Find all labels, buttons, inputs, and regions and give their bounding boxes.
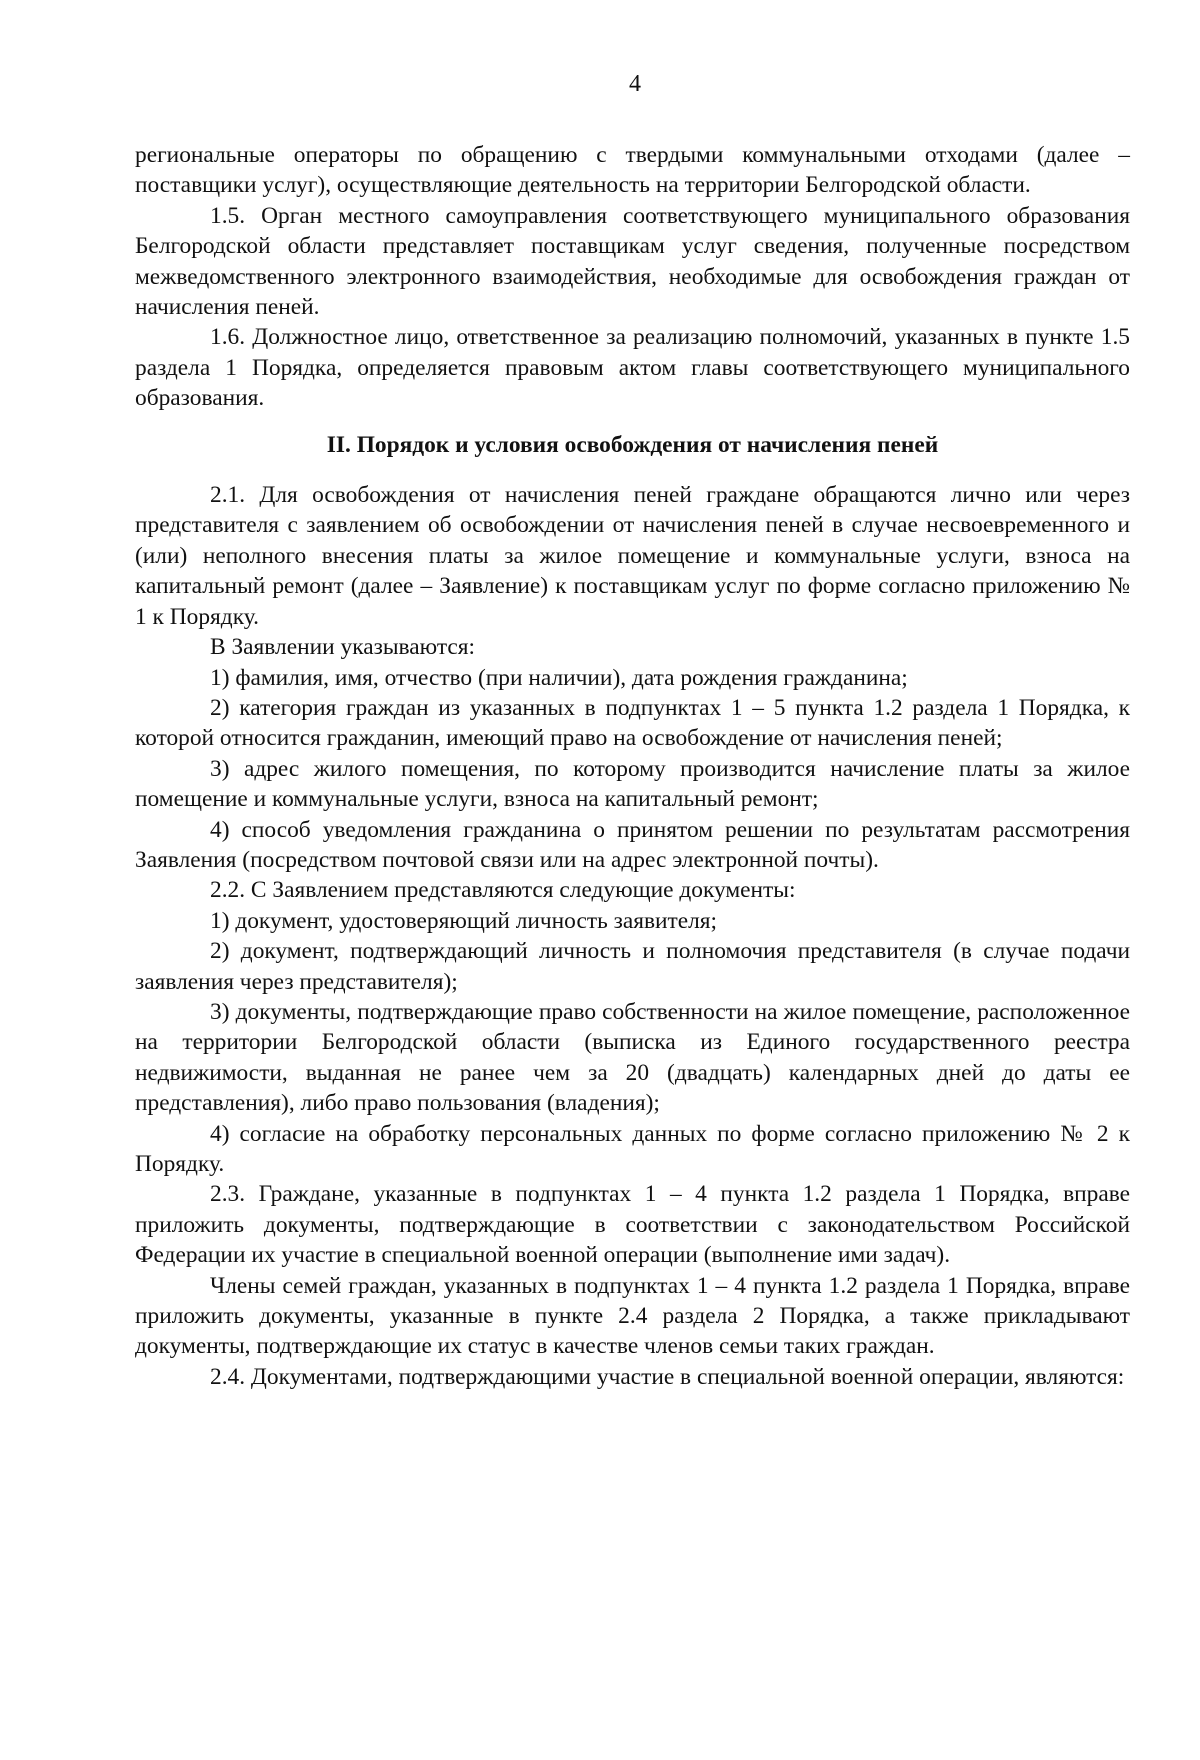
list-item: 2) документ, подтверждающий личность и полномочия представителя (в случае подачи заявления через представителя); bbox=[135, 938, 1130, 995]
paragraph-2-4: 2.4. Документами, подтверждающими участие в специальной военной операции, являются: bbox=[210, 1363, 1125, 1390]
list-item: 3) документы, подтверждающие право собственности на жилое помещение, расположенное на территории Белгородской области (выписка из Единого государственного реестра недвижимости, выданная не ранее чем за 20 (двадцать) календарных дней до даты ее представления), либо право пользования (владения); bbox=[135, 998, 1130, 1117]
paragraph-2-2: 2.2. С Заявлением представляются следующие документы: bbox=[210, 877, 796, 904]
paragraph-2-3: 2.3. Граждане, указанные в подпунктах 1 – 4 пункта 1.2 раздела 1 Порядка, вправе приложить документы, подтверждающие в соответствии с законодательством Российской Федерации их участие в специальной военной операции (выполнение ими задач). bbox=[135, 1181, 1130, 1269]
list-item: 2) категория граждан из указанных в подпунктах 1 – 5 пункта 1.2 раздела 1 Порядка, к которой относится гражданин, имеющий право на освобождение от начисления пеней; bbox=[135, 694, 1130, 752]
section-heading: II. Порядок и условия освобождения от начисления пеней bbox=[326, 431, 939, 458]
paragraph-application-contents: В Заявлении указываются: bbox=[210, 634, 475, 661]
list-item: 1) фамилия, имя, отчество (при наличии), дата рождения гражданина; bbox=[210, 664, 908, 691]
paragraph-1-6: 1.6. Должностное лицо, ответственное за реализацию полномочий, указанных в пункте 1.5 раздела 1 Порядка, определяется правовым актом главы соответствующего муниципального образования. bbox=[135, 324, 1130, 412]
paragraph-2-1: 2.1. Для освобождения от начисления пеней граждане обращаются лично или через представителя с заявлением об освобождении от начисления пеней в случае несвоевременного и (или) неполного внесения платы за жилое помещение и коммунальные услуги, взноса на капитальный ремонт (далее – Заявление) к поставщикам услуг по форме согласно приложению № 1 к Порядку. bbox=[135, 482, 1130, 630]
page-number: 4 bbox=[629, 71, 641, 97]
list-item: 1) документ, удостоверяющий личность заявителя; bbox=[210, 907, 718, 934]
document-body bbox=[135, 140, 1130, 1392]
paragraph-1-5: 1.5. Орган местного самоуправления соответствующего муниципального образования Белгородской области представляет поставщикам услуг сведения, полученные посредством межведомственного электронного взаимодействия, необходимые для освобождения граждан от начисления пеней. bbox=[135, 202, 1130, 321]
list-item: 3) адрес жилого помещения, по которому производится начисление платы за жилое помещение и коммунальные услуги, взноса на капитальный ремонт; bbox=[135, 755, 1130, 813]
list-item: 4) способ уведомления гражданина о принятом решении по результатам рассмотрения Заявления (посредством почтовой связи или на адрес электронной почты). bbox=[135, 816, 1130, 873]
paragraph-continuation: региональные операторы по обращению с твердыми коммунальными отходами (далее – поставщики услуг), осуществляющие деятельность на территории Белгородской области. bbox=[135, 142, 1130, 199]
paragraph-family-members: Члены семей граждан, указанных в подпунктах 1 – 4 пункта 1.2 раздела 1 Порядка, вправе приложить документы, указанные в пункте 2.4 раздела 2 Порядка, а также прикладывают документы, подтверждающие их статус в качестве членов семьи таких граждан. bbox=[135, 1272, 1130, 1360]
list-item: 4) согласие на обработку персональных данных по форме согласно приложению № 2 к Порядку. bbox=[135, 1120, 1130, 1177]
